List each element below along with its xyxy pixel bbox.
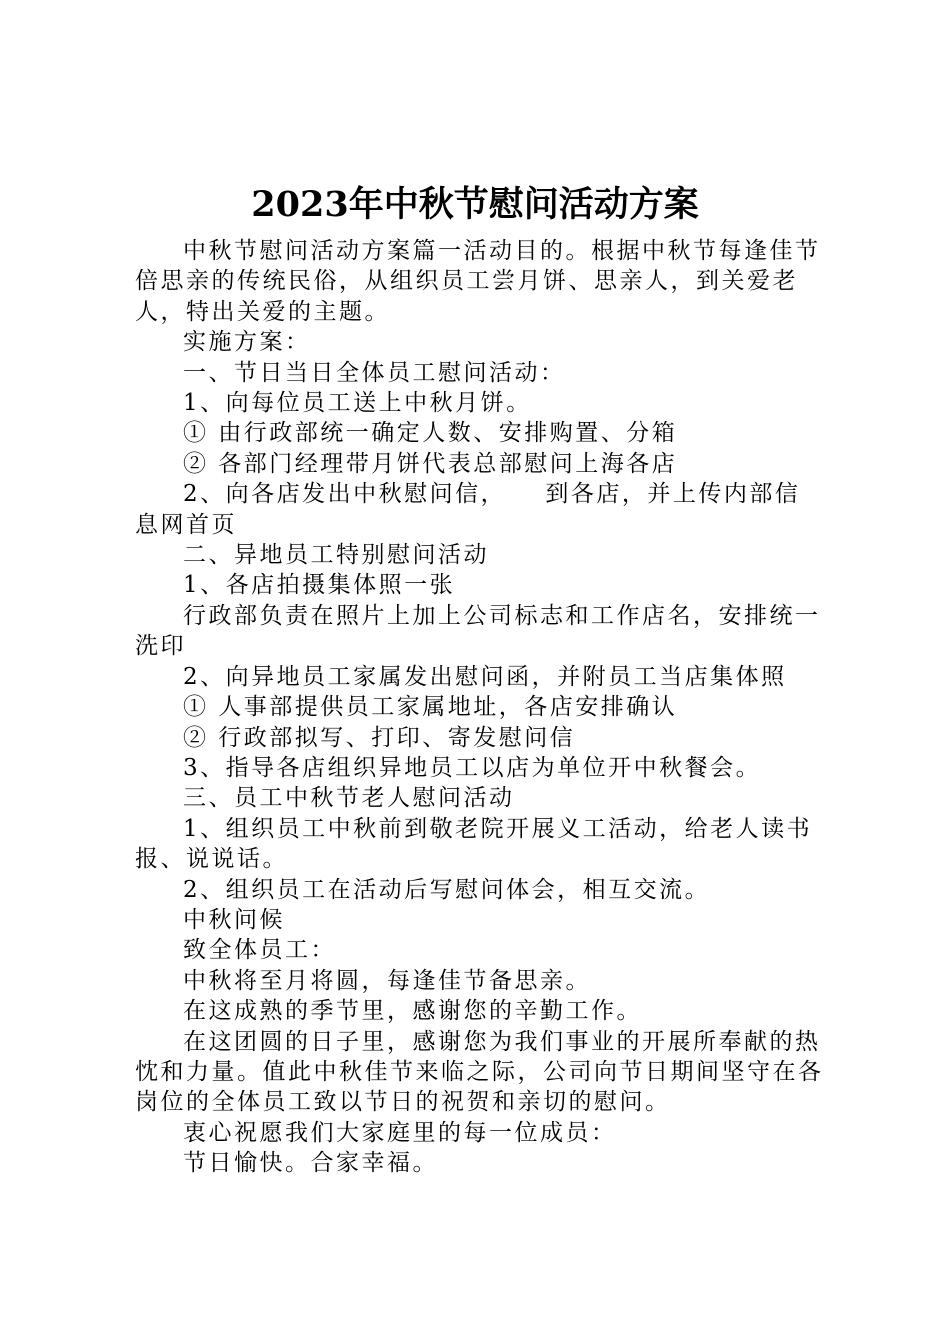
list-item: 2、组织员工在活动后写慰问体会，相互交流。 (183, 876, 711, 903)
list-item: 2、向各店发出中秋慰问信， 到各店，并上传内部信息网首页 (135, 481, 801, 538)
document-body (135, 236, 825, 1179)
list-item: ② 行政部拟写、打印、寄发慰问信 (183, 724, 576, 751)
greeting-paragraph: 在这成熟的季节里，感谢您的辛勤工作。 (183, 998, 642, 1025)
greeting-paragraph: 在这团圆的日子里，感谢您为我们事业的开展所奉献的热忱和力量。值此中秋佳节来临之际，公司向节日期间坚守在各岗位的全体员工致以节日的祝贺和亲切的慰问。 (135, 1028, 824, 1116)
list-item: 3、指导各店组织异地员工以店为单位开中秋餐会。 (183, 754, 762, 781)
list-item: 2、向异地员工家属发出慰问函，并附员工当店集体照 (183, 663, 787, 690)
greeting-title: 中秋问候 (183, 906, 285, 933)
list-item: 行政部负责在照片上加上公司标志和工作店名，安排统一洗印 (135, 602, 821, 660)
greeting-paragraph: 衷心祝愿我们大家庭里的每一位成员： (183, 1119, 617, 1146)
list-item: ① 由行政部统一确定人数、安排购置、分箱 (183, 420, 678, 447)
list-item: ① 人事部提供员工家属地址，各店安排确认 (183, 694, 678, 721)
greeting-closing: 节日愉快。合家幸福。 (183, 1150, 438, 1177)
section-heading-2: 二、异地员工特别慰问活动 (183, 542, 489, 569)
greeting-paragraph: 中秋将至月将圆，每逢佳节备思亲。 (183, 967, 591, 994)
section-heading-3: 三、员工中秋节老人慰问活动 (183, 785, 515, 812)
paragraph-plan-heading: 实施方案： (183, 329, 311, 356)
list-item: 1、向每位员工送上中秋月饼。 (183, 390, 532, 417)
document-title: 2023年中秋节慰问活动方案 (251, 184, 699, 225)
paragraph-purpose: 中秋节慰问活动方案篇一活动目的。根据中秋节每逢佳节倍思亲的传统民俗，从组织员工尝月饼、思亲人，到关爱老人，特出关爱的主题。 (135, 238, 821, 325)
list-item: 1、组织员工中秋前到敬老院开展义工活动，给老人读书报、说说话。 (135, 815, 813, 873)
list-item: 1、各店拍摄集体照一张 (183, 572, 456, 599)
greeting-salutation: 致全体员工： (183, 937, 336, 964)
section-heading-1: 一、节日当日全体员工慰问活动： (183, 359, 566, 386)
list-item: ② 各部门经理带月饼代表总部慰问上海各店 (183, 450, 678, 477)
